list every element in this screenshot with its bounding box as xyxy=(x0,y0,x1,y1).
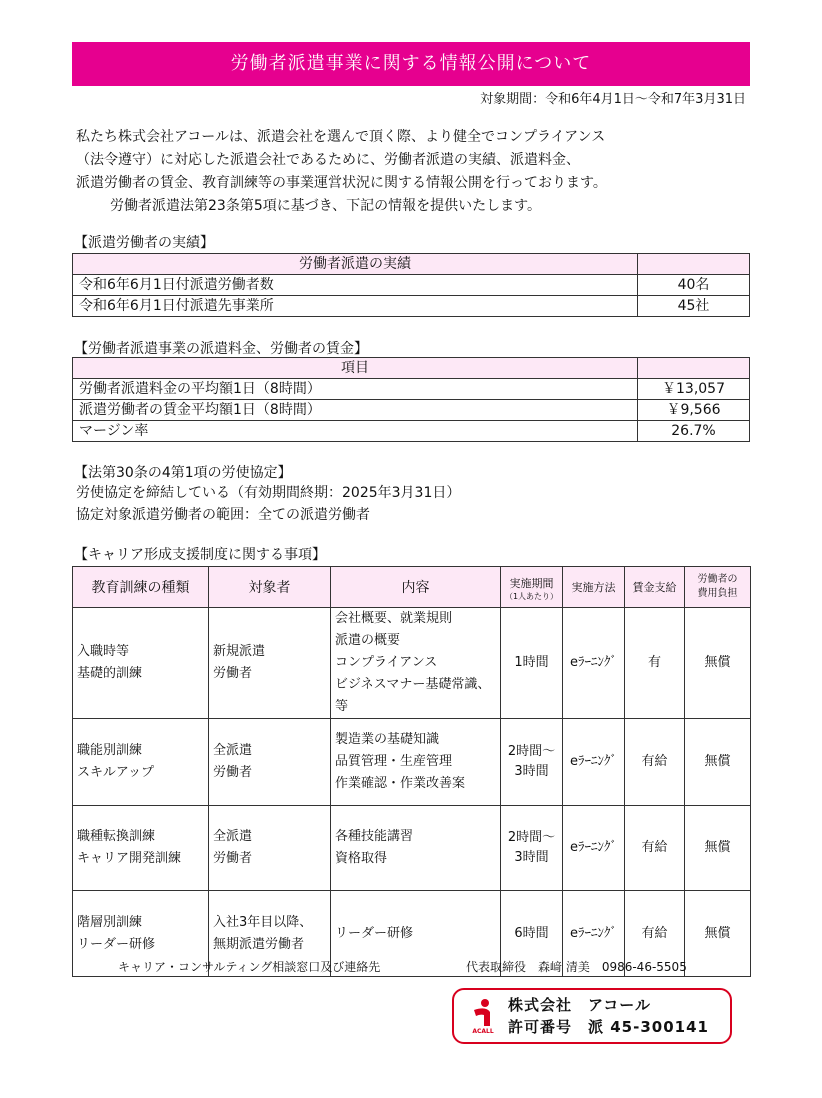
table-row xyxy=(73,296,750,317)
content-line: 品質管理・生産管理 xyxy=(335,754,453,769)
company-stamp xyxy=(452,988,732,1044)
intro-line: 私たち株式会社アコールは、派遣会社を選んで頂く際、より健全でコンプライアンス xyxy=(76,129,606,145)
logo-text: ACALL xyxy=(472,1028,494,1034)
type-line: 職能別訓練 xyxy=(77,743,143,758)
training-method: eﾗｰﾆﾝｸﾞ xyxy=(563,806,625,891)
table-row xyxy=(73,421,750,442)
table-row xyxy=(73,379,750,400)
training-type xyxy=(73,608,209,719)
training-method: eﾗｰﾆﾝｸﾞ xyxy=(563,891,625,977)
cost-label-line: 労働者の xyxy=(697,574,738,585)
training-content xyxy=(331,806,501,891)
col-header-type: 教育訓練の種類 xyxy=(73,567,209,608)
agreement-line: 労使協定を締結している（有効期間終期：2025年3月31日） xyxy=(76,485,461,501)
row-value: 45社 xyxy=(638,296,750,317)
table-row xyxy=(73,608,751,719)
training-type xyxy=(73,719,209,806)
row-label: 派遣労働者の賃金平均額1日（8時間） xyxy=(73,400,638,421)
content-line: コンプライアンス xyxy=(335,655,438,670)
intro-text xyxy=(76,126,756,218)
type-line: 階層別訓練 xyxy=(77,914,143,930)
row-value: 40名 xyxy=(638,275,750,296)
company-logo-icon xyxy=(466,998,500,1034)
company-info xyxy=(508,994,709,1038)
table-header-cell: 労働者派遣の実績 xyxy=(73,254,638,275)
duration-sublabel: （1人あたり） xyxy=(504,592,559,601)
target-line: 労働者 xyxy=(213,666,253,681)
content-line: ビジネスマナー基礎常識、等 xyxy=(335,677,491,714)
training-target xyxy=(209,806,331,891)
training-target xyxy=(209,719,331,806)
page-title: 労働者派遣事業に関する情報公開について xyxy=(72,42,750,86)
table-row xyxy=(73,806,751,891)
contact-person: 代表取締役 森﨑 清美 0986-46-5505 xyxy=(466,960,687,974)
table-row xyxy=(73,275,750,296)
training-duration xyxy=(501,719,563,806)
col-header-method: 実施方法 xyxy=(563,567,625,608)
duration-line: 1時間 xyxy=(514,655,549,670)
content-line: 製造業の基礎知識 xyxy=(335,732,440,747)
content-line: 資格取得 xyxy=(335,851,388,866)
duration-line: 3時間 xyxy=(514,764,549,779)
intro-line: （法令遵守）に対応した派遣会社であるために、労働者派遣の実績、派遣料金、 xyxy=(76,152,580,168)
target-line: 新規派遣 xyxy=(213,644,266,659)
row-value: 26.7% xyxy=(638,421,750,442)
col-header-target: 対象者 xyxy=(209,567,331,608)
intro-line: 派遣労働者の賃金、教育訓練等の事業運営状況に関する情報公開を行っております。 xyxy=(76,175,607,191)
content-line: 会社概要、就業規則 xyxy=(335,611,453,626)
duration-line: 2時間～ xyxy=(507,830,556,845)
table-row xyxy=(73,400,750,421)
row-label: 労働者派遣料金の平均額1日（8時間） xyxy=(73,379,638,400)
row-label: マージン率 xyxy=(73,421,638,442)
type-line: キャリア開発訓練 xyxy=(77,851,182,866)
wage-payment: 有 xyxy=(625,608,685,719)
wage-payment: 有給 xyxy=(625,891,685,977)
section-heading-career-support: 【キャリア形成支援制度に関する事項】 xyxy=(74,547,326,563)
content-line: 作業確認・作業改善案 xyxy=(335,776,466,791)
training-duration xyxy=(501,806,563,891)
col-header-duration xyxy=(501,567,563,608)
col-header-content: 内容 xyxy=(331,567,501,608)
worker-cost: 無償 xyxy=(685,719,751,806)
worker-cost: 無償 xyxy=(685,891,751,977)
target-line: 無期派遣労働者 xyxy=(213,936,305,952)
training-duration xyxy=(501,608,563,719)
training-target xyxy=(209,608,331,719)
target-line: 労働者 xyxy=(213,851,253,866)
content-line: 派遣の概要 xyxy=(335,633,401,648)
wage-payment: 有給 xyxy=(625,806,685,891)
section-heading-labor-agreement: 【法第30条の4第1項の労使協定】 xyxy=(74,465,292,481)
license-number: 許可番号 派 45-300141 xyxy=(508,1018,709,1036)
type-line: 入職時等 xyxy=(77,644,130,659)
duration-line: 6時間 xyxy=(514,925,549,941)
table-row xyxy=(73,719,751,806)
dispatch-results-table xyxy=(72,253,750,317)
training-content xyxy=(331,719,501,806)
duration-line: 3時間 xyxy=(514,850,549,865)
col-header-wage: 賃金支給 xyxy=(625,567,685,608)
row-value: ￥9,566 xyxy=(638,400,750,421)
worker-cost: 無償 xyxy=(685,806,751,891)
target-line: 全派遣 xyxy=(213,743,253,758)
training-type xyxy=(73,806,209,891)
career-support-table xyxy=(72,566,751,977)
company-name: 株式会社 アコール xyxy=(508,996,651,1014)
type-line: 職種転換訓練 xyxy=(77,829,156,844)
row-value: ￥13,057 xyxy=(638,379,750,400)
target-line: 全派遣 xyxy=(213,829,253,844)
target-period: 対象期間：令和6年4月1日～令和7年3月31日 xyxy=(480,92,746,107)
worker-cost: 無償 xyxy=(685,608,751,719)
col-header-cost xyxy=(685,567,751,608)
cost-label-line: 費用負担 xyxy=(697,588,738,599)
table-header-cell xyxy=(638,358,750,379)
duration-label: 実施期間 xyxy=(509,577,554,590)
table-header-cell xyxy=(638,254,750,275)
duration-line: 2時間～ xyxy=(507,744,556,759)
row-label: 令和6年6月1日付派遣先事業所 xyxy=(73,296,638,317)
intro-line: 労働者派遣法第23条第5項に基づき、下記の情報を提供いたします。 xyxy=(110,198,542,214)
section-heading-fees-wages: 【労働者派遣事業の派遣料金、労働者の賃金】 xyxy=(74,341,368,357)
training-method: eﾗｰﾆﾝｸﾞ xyxy=(563,608,625,719)
section-heading-dispatch-results: 【派遣労働者の実績】 xyxy=(74,235,214,251)
target-line: 入社3年目以降、 xyxy=(213,914,313,930)
content-line: リーダー研修 xyxy=(335,925,414,941)
type-line: リーダー研修 xyxy=(77,936,156,952)
table-header-row xyxy=(73,358,750,379)
fees-wages-table xyxy=(72,357,750,442)
type-line: 基礎的訓練 xyxy=(77,666,143,681)
contact-label: キャリア・コンサルティング相談窓口及び連絡先 xyxy=(118,960,381,974)
training-content xyxy=(331,608,501,719)
table-header-row xyxy=(73,567,751,608)
wage-payment: 有給 xyxy=(625,719,685,806)
labor-agreement-text xyxy=(76,482,460,526)
type-line: スキルアップ xyxy=(77,765,154,780)
table-header-row xyxy=(73,254,750,275)
content-line: 各種技能講習 xyxy=(335,829,414,844)
agreement-line: 協定対象派遣労働者の範囲：全ての派遣労働者 xyxy=(76,507,370,523)
training-method: eﾗｰﾆﾝｸﾞ xyxy=(563,719,625,806)
table-header-cell: 項目 xyxy=(73,358,638,379)
row-label: 令和6年6月1日付派遣労働者数 xyxy=(73,275,638,296)
target-line: 労働者 xyxy=(213,765,253,780)
